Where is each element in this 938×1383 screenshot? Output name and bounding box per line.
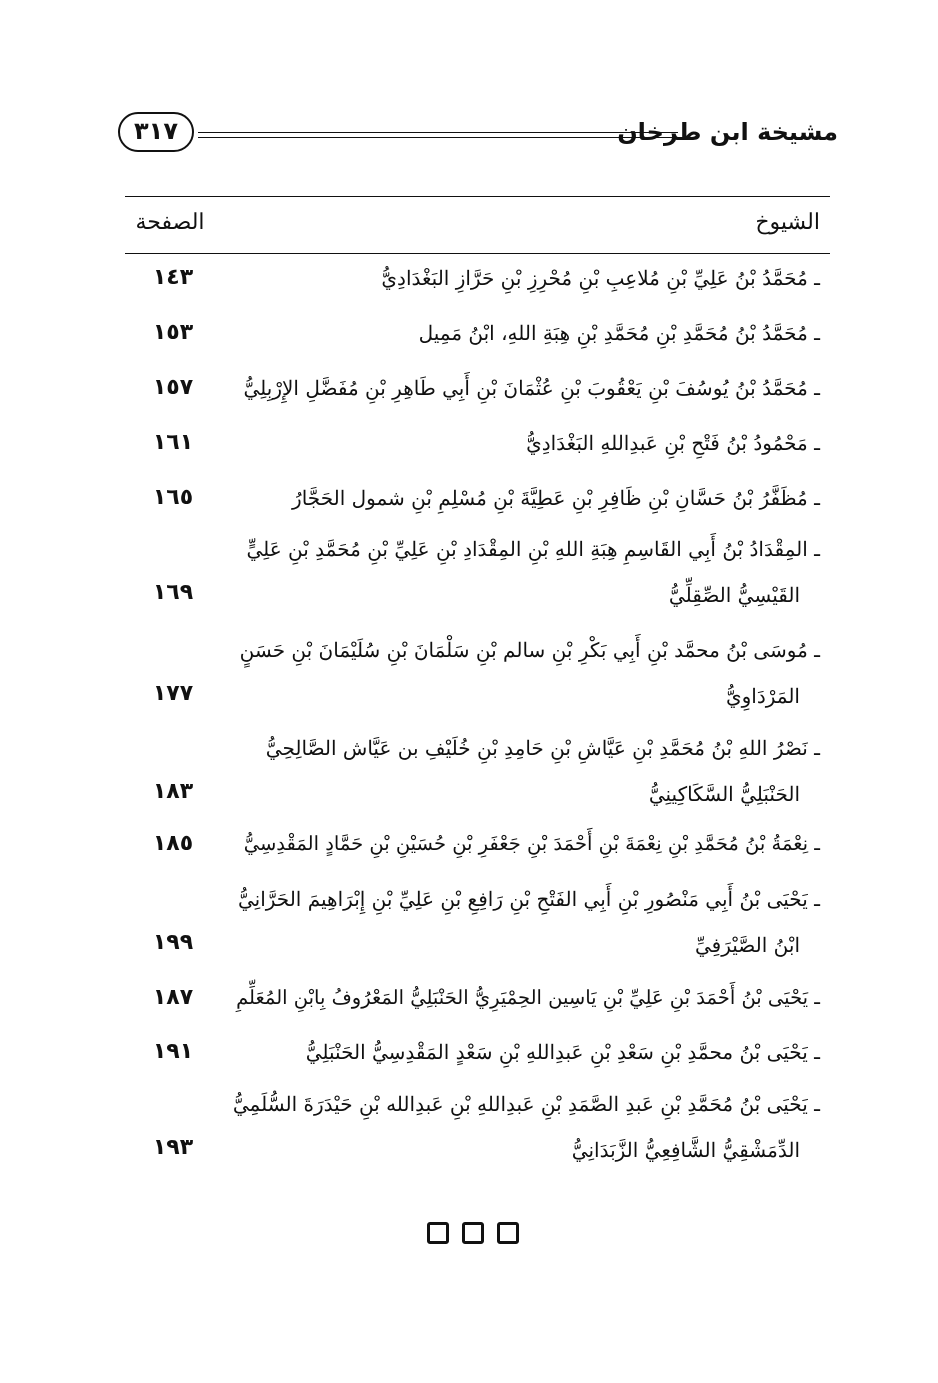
index-entry — [125, 1038, 830, 1078]
table-top-rule — [125, 196, 830, 197]
entry-name-continuation: المَرْدَاوِيُّ — [725, 684, 800, 708]
index-entry — [125, 984, 830, 1024]
index-entry — [125, 429, 830, 469]
end-ornament — [427, 1222, 523, 1248]
index-entry — [125, 484, 830, 524]
index-entry — [125, 264, 830, 304]
index-entry — [125, 830, 830, 870]
ornament-square-icon — [427, 1222, 449, 1244]
ornament-square-icon — [497, 1222, 519, 1244]
entry-name: ـ مُحَمَّدُ بْنُ عَلِيِّ بْنِ مُلاعِبِ بْنِ مُحْرِزِ بْنِ حَرَّازِ البَغْدَادِيُّ — [381, 266, 820, 290]
index-entry — [125, 319, 830, 359]
entry-name-continuation: الحَنْبَلِيُّ السَّكَاكِينِيُّ — [648, 782, 800, 806]
entry-name: ـ نَصْرُ اللهِ بْنُ مُحَمَّدِ بْنِ عَيَّاشِ بْنِ حَامِدِ بْنِ خُلَيْفِ بن عَيَّاش الصَّالِحِيُّ — [265, 736, 820, 760]
entry-page-ref: ١٥٣ — [152, 320, 194, 345]
entry-page-ref: ١٧٧ — [152, 681, 194, 706]
entry-name: ـ يَحْيَى بْنُ أَبِي مَنْصُورِ بْنِ أَبِي الفَتْحِ بْنِ رَافِعِ بْنِ عَلِيِّ بْنِ إِبْرَاهِيمَ الحَرَّانِيُّ — [237, 887, 820, 911]
book-title: مشيخة ابن طرخان — [617, 118, 838, 146]
index-entry — [125, 1090, 830, 1170]
page-number: ٣١٧ — [118, 112, 194, 152]
entry-page-ref: ١٩٩ — [152, 930, 194, 955]
entry-page-ref: ١٥٧ — [152, 375, 194, 400]
entry-name: ـ يَحْيَى بْنُ محمَّدِ بْنِ سَعْدِ بْنِ عَبدِاللهِ بْنِ سَعْدٍ المَقْدِسِيُّ الحَنْبَلِيُّ — [305, 1040, 820, 1064]
entry-page-ref: ١٩١ — [152, 1039, 194, 1064]
entry-page-ref: ١٨٣ — [152, 779, 194, 804]
entry-name: ـ يَحْيَى بْنُ مُحَمَّدِ بْنِ عَبدِ الصَّمَدِ بْنِ عَبدِاللهِ بْنِ عَبدِالله بْنِ حَيْدَرَةَ السُّلَمِيُّ — [232, 1092, 820, 1116]
entry-page-ref: ١٨٧ — [152, 985, 194, 1010]
entry-name-continuation: القَيْسِيُّ الصِّقِلِّيُّ — [668, 583, 800, 607]
column-header-shuyukh: الشيوخ — [755, 210, 820, 235]
entry-name: ـ يَحْيَى بْنُ أَحْمَدَ بْنِ عَلِيِّ بْنِ يَاسِين الحِمْيَرِيُّ الحَنْبَلِيُّ المَعْرُوفُ بِابْنِ المُعَلِّمِ — [236, 986, 820, 1009]
entry-page-ref: ١٦٥ — [152, 485, 194, 510]
entry-name: ـ مُظَفَّرُ بْنُ حَسَّانِ بْنِ ظَافِرِ بْنِ عَطِيَّةَ بْنِ مُسْلِمِ بْنِ شمول الحَجَّارُ — [292, 486, 820, 510]
entry-page-ref: ١٩٣ — [152, 1135, 194, 1160]
entry-name: ـ مُحَمَّدُ بْنُ مُحَمَّدِ بْنِ مُحَمَّدِ بْنِ هِبَةِ اللهِ، ابْنُ مَمِيل — [418, 321, 820, 345]
entry-name: ـ مُوسَى بْنُ محمَّد بْنِ أَبِي بَكْرِ بْنِ سالم بْنِ سَلْمَانَ بْنِ سُلَيْمَانَ بْنِ حَسَنٍ — [239, 638, 820, 662]
column-header-page: الصفحة — [135, 210, 205, 235]
entry-name-continuation: الدِّمَشْقِيُّ الشَّافِعِيُّ الزَّبَدَانِيُّ — [571, 1138, 800, 1162]
entry-name-continuation: ابْنُ الصَّيْرَفِيِّ — [695, 933, 800, 957]
index-entry — [125, 535, 830, 615]
index-entry — [125, 734, 830, 814]
index-entry — [125, 636, 830, 716]
header-double-rule — [198, 132, 678, 138]
index-entry — [125, 374, 830, 414]
entry-name: ـ نِعْمَةُ بْنُ مُحَمَّدِ بْنِ نِعْمَةَ بْنِ أَحْمَدَ بْنِ جَعْفَرِ بْنِ حُسَيْنِ بْنِ حَمَّادٍ المَقْدِسِيُّ — [243, 832, 820, 855]
entry-page-ref: ١٨٥ — [152, 831, 194, 856]
entry-name: ـ مُحَمَّدُ بْنُ يُوسُفَ بْنِ يَعْقُوبَ بْنِ عُثْمَانَ بْنِ أَبِي طَاهِرِ بْنِ مُفَضَّلِ الإِرْبِلِيُّ — [243, 376, 820, 400]
entry-name: ـ المِقْدَادُ بْنُ أَبِي القَاسِمِ هِبَةِ اللهِ بْنِ المِقْدَادِ بْنِ عَلِيِّ بْنِ مُحَمَّدِ بْنِ عَلِيٍّ — [246, 537, 820, 561]
ornament-square-icon — [462, 1222, 484, 1244]
entry-name: ـ مَحْمُودُ بْنُ فَتْحِ بْنِ عَبدِاللهِ البَغْدَادِيُّ — [526, 431, 820, 455]
entry-page-ref: ١٤٣ — [152, 265, 194, 290]
entry-page-ref: ١٦١ — [152, 430, 194, 455]
running-header — [118, 112, 838, 164]
index-entry — [125, 885, 830, 965]
entry-page-ref: ١٦٩ — [152, 580, 194, 605]
table-header-rule — [125, 253, 830, 254]
